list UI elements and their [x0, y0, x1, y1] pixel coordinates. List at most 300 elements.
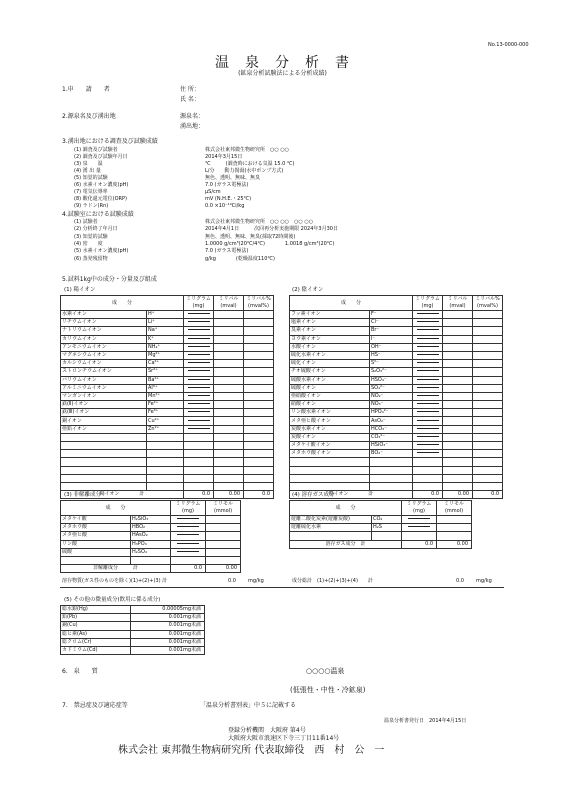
undissoc-formula: HBO₂ [131, 524, 171, 532]
cation-mval [214, 417, 244, 425]
cation-formula: Ba²⁺ [147, 376, 184, 384]
anion-formula: Cl⁻ [370, 319, 413, 327]
blank-cell [370, 474, 413, 482]
cation-blank-row [61, 482, 274, 490]
s3-row-value: μS/cm [205, 189, 221, 195]
anion-formula: HCO₃⁻ [370, 425, 413, 433]
undissoc-mg [171, 532, 206, 540]
anion-label: (2) 陰イオン [292, 287, 324, 293]
trace-value: 0.001mg未満 [131, 614, 205, 622]
blank-cell [61, 442, 147, 450]
trace-row [61, 606, 205, 614]
cation-h-comp: 成 分 [61, 296, 184, 311]
trace-label: (5) その他の微量成分(飲用に係る成分) [64, 597, 161, 603]
undissoc-label: (3) 非解離成分 [64, 492, 102, 498]
undissoc-name: リン酸 [61, 540, 131, 548]
s4-row-value: g/kg (乾燥温度110℃) [205, 255, 275, 262]
anion-mg [413, 368, 443, 376]
cation-mval [214, 392, 244, 400]
anion-formula: S₂O₃²⁻ [370, 368, 413, 376]
empty-value-dash [417, 379, 439, 380]
undissoc-formula: H₂SiO₃ [131, 516, 171, 524]
blank-cell [184, 442, 214, 450]
anion-pct [473, 384, 503, 392]
empty-value-dash [177, 526, 199, 527]
anion-name: 亜硝酸イオン [290, 392, 370, 400]
anion-mg [413, 401, 443, 409]
cation-mg [184, 368, 214, 376]
cation-h-mval: ミリバル (mval) [214, 296, 244, 311]
undissoc-mmol [206, 532, 241, 540]
cation-total-mg: 0.0 [184, 491, 214, 499]
cation-blank-row [61, 433, 274, 441]
s4-row-value: 2014年4月1日 次回再分析実施期限 2024年3月30日 [205, 226, 338, 233]
cation-row [61, 360, 274, 368]
anion-pct [473, 392, 503, 400]
blank-cell [443, 474, 473, 482]
source-location-label: 湧出地： [180, 123, 205, 130]
anion-total-label: 陰イオン 計 [290, 491, 413, 499]
cation-h-pct: ミリバル% (mval%) [244, 296, 274, 311]
trace-name: 総ヒ素(As) [61, 630, 131, 638]
trace-row [61, 638, 205, 646]
s3-row-key: (2) 調査及び試験年月日 [74, 154, 128, 160]
blank-cell [370, 458, 413, 466]
cation-mg [184, 409, 214, 417]
registration: 登録分析機関 大阪府 第4号 [228, 727, 306, 734]
cation-blank-row [61, 442, 274, 450]
s3-row-value: 株式会社東邦微生物研究所 ○○ ○○ [205, 147, 290, 153]
undissoc-mg [171, 540, 206, 548]
blank-cell [244, 450, 274, 458]
anion-name: 硫化イオン [290, 360, 370, 368]
blank-cell [370, 482, 413, 490]
anion-formula: HSiO₃⁻ [370, 442, 413, 450]
anion-mval [443, 401, 473, 409]
anion-pct [473, 409, 503, 417]
empty-value-dash [188, 354, 210, 355]
trace-name: 総クロム(Cr) [61, 638, 131, 646]
cation-table [60, 295, 274, 499]
anion-mval [443, 442, 473, 450]
gas-name: 遊離二酸化炭素(遊離炭酸) [290, 516, 372, 524]
s3-row-key: (6) 水素イオン濃度(pH) [74, 182, 129, 188]
gas-total-row [290, 540, 472, 548]
anion-name: メタ亜ヒ酸イオン [290, 417, 370, 425]
anion-name: ヨウ素イオン [290, 335, 370, 343]
anion-row [290, 311, 503, 319]
blank-cell [184, 458, 214, 466]
undissoc-mmol [206, 540, 241, 548]
anion-formula: F⁻ [370, 311, 413, 319]
anion-mval [443, 368, 473, 376]
cation-name: 水素イオン [61, 311, 147, 319]
cation-h-mg: ミリグラム (mg) [184, 296, 214, 311]
trace-value: 0.001mg未満 [131, 622, 205, 630]
anion-mval [443, 392, 473, 400]
anion-formula: HSO₄⁻ [370, 376, 413, 384]
cation-formula: Ca²⁺ [147, 360, 184, 368]
cation-mval [214, 425, 244, 433]
cation-mg [184, 425, 214, 433]
gas-mg [402, 516, 437, 524]
blank-cell [147, 433, 184, 441]
anion-pct [473, 417, 503, 425]
spring-quality-sub: (低張性・中性・冷鉱泉) [290, 686, 366, 694]
s3-row-value: 0.0 ×10⁻¹⁰Ci/kg [205, 203, 245, 209]
empty-value-dash [188, 395, 210, 396]
cation-mg [184, 319, 214, 327]
empty-value-dash [417, 338, 439, 339]
empty-value-dash [188, 362, 210, 363]
gas-name: 遊離硫化水素 [290, 524, 372, 532]
blank-cell [61, 482, 147, 490]
empty-value-dash [177, 551, 199, 552]
anion-formula: NO₂⁻ [370, 392, 413, 400]
blank-cell [61, 556, 131, 564]
undissoc-total-label: 非解離成分 計 [61, 565, 171, 573]
blank-cell [473, 458, 503, 466]
anion-formula: CO₃²⁻ [370, 433, 413, 441]
blank-cell [61, 458, 147, 466]
cation-formula: Fe³⁺ [147, 409, 184, 417]
page-title: 温 泉 分 析 書 [215, 55, 350, 71]
s3-row-key: (9) ラドン(Rn) [74, 203, 109, 209]
s4-row-key: (5) 水素イオン濃度(pH) [74, 248, 129, 255]
empty-value-dash [177, 518, 199, 519]
spring-quality-label: 6. 泉 質 [62, 668, 98, 675]
cation-total-label: 陽イオン 計 [61, 491, 184, 499]
trace-table [60, 605, 205, 655]
empty-value-dash [417, 321, 439, 322]
cation-mval [214, 376, 244, 384]
blank-cell [61, 466, 147, 474]
undissoc-mg [171, 516, 206, 524]
undissoc-row [61, 516, 241, 524]
undissoc-name: メタホウ酸 [61, 524, 131, 532]
empty-value-dash [417, 329, 439, 330]
cation-pct [244, 368, 274, 376]
anion-mg [413, 392, 443, 400]
cation-mg [184, 351, 214, 359]
anion-row [290, 409, 503, 417]
anion-name: 硫酸水素イオン [290, 376, 370, 384]
blank-cell [147, 482, 184, 490]
empty-value-dash [417, 362, 439, 363]
empty-value-dash [188, 313, 210, 314]
gas-blank-row [290, 532, 472, 540]
cation-pct [244, 376, 274, 384]
blank-cell [147, 474, 184, 482]
gas-total-label: 溶存ガス成分 計 [290, 540, 402, 548]
s3-row-value: ℃ (調査時における気温 15.0 ℃) [205, 161, 295, 167]
blank-cell [372, 532, 402, 540]
blank-cell [473, 466, 503, 474]
anion-mval [443, 417, 473, 425]
empty-value-dash [188, 321, 210, 322]
anion-total-pct: 0.0 [473, 491, 503, 499]
s4-row-value: 7.0 (ガラス電極法) [205, 248, 249, 255]
cation-mval [214, 384, 244, 392]
cation-pct [244, 360, 274, 368]
gas-label: (4) 溶存ガス成分 [292, 492, 335, 498]
empty-value-dash [417, 370, 439, 371]
anion-mg [413, 343, 443, 351]
cation-pct [244, 319, 274, 327]
indications-label: 7. 禁忌症及び適応症等 [62, 702, 128, 709]
anion-name: 塩素イオン [290, 319, 370, 327]
blank-cell [443, 482, 473, 490]
s3-row-value: mV (N.H.E.・25℃) [205, 196, 252, 202]
cation-mval [214, 409, 244, 417]
blank-cell [413, 466, 443, 474]
empty-value-dash [417, 411, 439, 412]
trace-value: 0.001mg未満 [131, 638, 205, 646]
anion-pct [473, 319, 503, 327]
cation-row [61, 384, 274, 392]
section3-label: 3.湧出地における調査及び試験成績 [62, 138, 158, 145]
dissolved-total-value: 0.0 [228, 578, 236, 584]
anion-mg [413, 335, 443, 343]
undissoc-mg [171, 548, 206, 556]
trace-name: 銅(Cu) [61, 622, 131, 630]
empty-value-dash [188, 411, 210, 412]
cation-blank-row [61, 450, 274, 458]
anion-row [290, 433, 503, 441]
cation-name: ナトリウムイオン [61, 327, 147, 335]
cation-name: 亜鉛イオン [61, 425, 147, 433]
cation-mval [214, 319, 244, 327]
cation-total-pct: 0.0 [244, 491, 274, 499]
anion-row [290, 335, 503, 343]
empty-value-dash [188, 370, 210, 371]
cation-formula: Cu²⁺ [147, 417, 184, 425]
s3-row-key: (3) 泉 温 [74, 161, 103, 167]
undissoc-blank-row [61, 556, 241, 564]
gas-h-mmol: ミリモル (mmol) [437, 501, 472, 516]
anion-row [290, 319, 503, 327]
anion-name: 水酸イオン [290, 343, 370, 351]
blank-cell [131, 556, 171, 564]
blank-cell [61, 433, 147, 441]
blank-cell [61, 450, 147, 458]
anion-h-comp: 成 分 [290, 296, 413, 311]
s4-row-key: (6) 蒸発残留物 [74, 255, 108, 262]
gas-table [289, 500, 472, 549]
anion-row [290, 401, 503, 409]
blank-cell [147, 466, 184, 474]
undissoc-formula: H₃PO₄ [131, 540, 171, 548]
undissoc-total-mg: 0.0 [171, 565, 206, 573]
cation-row [61, 311, 274, 319]
blank-cell [214, 474, 244, 482]
cation-mval [214, 335, 244, 343]
undissoc-name: メタ亜ヒ酸 [61, 532, 131, 540]
anion-name: メタホウ酸イオン [290, 450, 370, 458]
anion-formula: BO₂⁻ [370, 450, 413, 458]
s4-row-value: 1.0000 g/cm³(20℃/4℃) 1.0018 g/cm³(20℃) [205, 240, 335, 247]
dissolved-total-label: 溶存物質(ガス性のものを除く)(1)+(2)+(3) 計 [62, 578, 168, 584]
cation-pct [244, 327, 274, 335]
page-subtitle: (鉱泉分析試験法による分析成績) [238, 70, 327, 77]
cation-pct [244, 401, 274, 409]
blank-cell [290, 466, 370, 474]
issue-date: 温泉分析書発行日 2014年4月15日 [384, 718, 467, 724]
anion-pct [473, 376, 503, 384]
undissoc-formula: HAsO₂ [131, 532, 171, 540]
anion-formula: HPO₄²⁻ [370, 409, 413, 417]
cation-row [61, 425, 274, 433]
empty-value-dash [417, 346, 439, 347]
cation-mg [184, 343, 214, 351]
anion-formula: SO₄²⁻ [370, 384, 413, 392]
cation-pct [244, 425, 274, 433]
blank-cell [413, 482, 443, 490]
gas-formula: H₂S [372, 524, 402, 532]
cation-formula: NH₄⁺ [147, 343, 184, 351]
empty-value-dash [177, 543, 199, 544]
s4-row-key: (2) 分析終了年月日 [74, 226, 118, 233]
empty-value-dash [188, 428, 210, 429]
s3-row-value: 2014年3月15日 [205, 154, 243, 160]
anion-mval [443, 327, 473, 335]
anion-mg [413, 442, 443, 450]
gas-mmol [437, 524, 472, 532]
cation-row [61, 368, 274, 376]
cation-mg [184, 335, 214, 343]
blank-cell [370, 466, 413, 474]
anion-name: 臭素イオン [290, 327, 370, 335]
empty-value-dash [408, 518, 430, 519]
cation-blank-row [61, 458, 274, 466]
cation-pct [244, 335, 274, 343]
applicant-name-label: 氏 名： [180, 96, 200, 103]
cation-name: マグネシウムイオン [61, 351, 147, 359]
blank-cell [147, 450, 184, 458]
gas-row [290, 524, 472, 532]
anion-mval [443, 360, 473, 368]
anion-row [290, 327, 503, 335]
anion-pct [473, 450, 503, 458]
s3-row-key: (5) 知覚的試験 [74, 175, 108, 181]
cation-name: 銅イオン [61, 417, 147, 425]
undissoc-mg [171, 524, 206, 532]
anion-mg [413, 319, 443, 327]
cation-formula: Fe²⁺ [147, 401, 184, 409]
undissoc-row [61, 548, 241, 556]
section5-label: 5.試料1kg中の成分・分量及び組成 [62, 276, 157, 283]
empty-value-dash [417, 444, 439, 445]
anion-formula: AsO₂⁻ [370, 417, 413, 425]
blank-cell [214, 442, 244, 450]
blank-cell [437, 532, 472, 540]
gas-mg [402, 524, 437, 532]
cation-formula: Mn²⁺ [147, 392, 184, 400]
trace-name: 鉛(Pb) [61, 614, 131, 622]
cation-name: ストロンチウムイオン [61, 368, 147, 376]
anion-mg [413, 351, 443, 359]
empty-value-dash [188, 403, 210, 404]
anion-row [290, 442, 503, 450]
anion-name: 炭酸イオン [290, 433, 370, 441]
cation-name: カルシウムイオン [61, 360, 147, 368]
anion-mval [443, 384, 473, 392]
s4-row-key: (1) 試験者 [74, 219, 98, 225]
sum-divider [60, 587, 504, 588]
blank-cell [214, 433, 244, 441]
anion-name: 硫化水素イオン [290, 351, 370, 359]
anion-row [290, 425, 503, 433]
grand-total-value: 0.0 [456, 578, 464, 584]
blank-cell [402, 532, 437, 540]
cation-name: 鉄(Ⅲ)イオン [61, 409, 147, 417]
anion-h-pct: ミリバル% (mval%) [473, 296, 503, 311]
anion-name: 硫酸イオン [290, 384, 370, 392]
undissoc-mmol [206, 516, 241, 524]
anion-row [290, 450, 503, 458]
blank-cell [184, 466, 214, 474]
gas-h-mg: ミリグラム (mg) [402, 501, 437, 516]
s3-row-value: 7.0 (ガラス電極法) [205, 182, 249, 188]
empty-value-dash [417, 428, 439, 429]
s3-row-key: (4) 湧 出 量 [74, 168, 101, 174]
blank-cell [473, 474, 503, 482]
trace-name: 総水銀(Hg) [61, 606, 131, 614]
cation-mval [214, 351, 244, 359]
blank-cell [61, 474, 147, 482]
cation-pct [244, 311, 274, 319]
s4-row-value: 無色、透明、無味、無臭(採取72時間後) [205, 233, 296, 240]
anion-total-mg: 0.0 [413, 491, 443, 499]
anion-formula: HS⁻ [370, 351, 413, 359]
blank-cell [473, 482, 503, 490]
anion-row [290, 351, 503, 359]
blank-cell [147, 458, 184, 466]
undissoc-total-mmol: 0.00 [206, 565, 241, 573]
cation-mg [184, 376, 214, 384]
cation-pct [244, 351, 274, 359]
cation-mval [214, 327, 244, 335]
anion-blank-row [290, 474, 503, 482]
grand-total-unit: mg/kg [476, 578, 492, 584]
cation-name: 鉄(Ⅱ)イオン [61, 401, 147, 409]
anion-name: 硝酸イオン [290, 401, 370, 409]
anion-formula: S²⁻ [370, 360, 413, 368]
s3-row-value: L/分 動力揚湯(水中ポンプ方式) [205, 168, 284, 174]
undissoc-mmol [206, 548, 241, 556]
blank-cell [413, 458, 443, 466]
anion-row [290, 384, 503, 392]
s3-row-key: (7) 電気伝導率 [74, 189, 108, 195]
cation-mg [184, 401, 214, 409]
blank-cell [290, 532, 372, 540]
undissoc-name: 硫酸 [61, 548, 131, 556]
trace-row [61, 614, 205, 622]
s3-row-key: (1) 調査及び試験者 [74, 147, 118, 153]
grand-total-label: 成分総計 (1)+(2)+(3)+(4) 計 [292, 578, 373, 584]
blank-cell [290, 458, 370, 466]
cation-row [61, 392, 274, 400]
empty-value-dash [188, 379, 210, 380]
cation-name: アルミニウムイオン [61, 384, 147, 392]
blank-cell [413, 474, 443, 482]
cation-mg [184, 311, 214, 319]
anion-formula: I⁻ [370, 335, 413, 343]
dissolved-total-unit: mg/kg [248, 578, 264, 584]
s4-row-key: (4) 密 度 [74, 240, 103, 247]
anion-name: フッ素イオン [290, 311, 370, 319]
gas-total-mmol: 0.00 [437, 540, 472, 548]
